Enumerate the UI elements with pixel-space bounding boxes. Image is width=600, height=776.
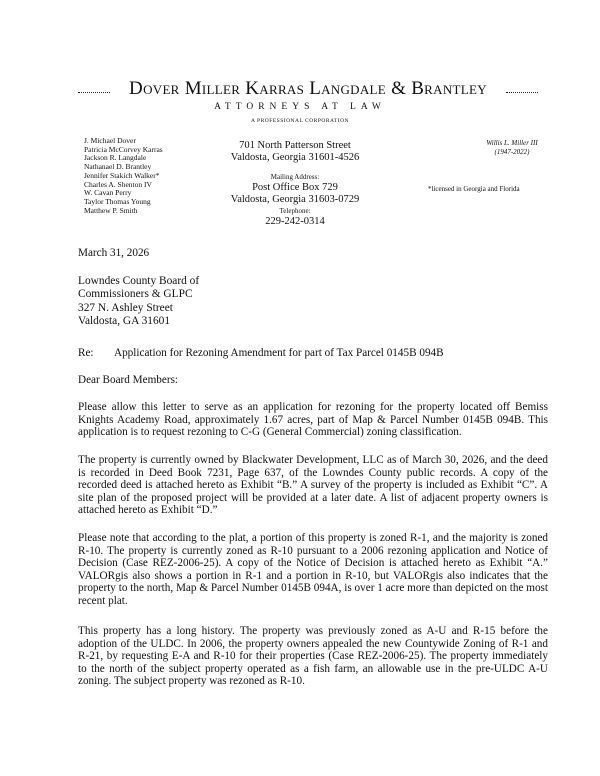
partner-name: J. Michael Dover bbox=[84, 136, 136, 145]
firm-name: Dover Miller Karras Langdale & Brantley bbox=[129, 78, 487, 99]
partner-name: Jennifer Stakich Walker* bbox=[84, 170, 160, 180]
po-box: Post Office Box 729 bbox=[252, 182, 338, 193]
paragraph-1: Please allow this letter to serve as an application for rezoning for the property located off Bemiss Knights Academy Road, approximately 1.67 acres, part of Map & Parcel Number 0145B 094B. This application is to request rezoning to C-G (General Commercial) zoning classification. bbox=[78, 401, 548, 439]
re-text: Application for Rezoning Amendment for part of Tax Parcel 0145B 094B bbox=[114, 347, 444, 359]
firm-corporation: A PROFESSIONAL CORPORATION bbox=[250, 118, 350, 124]
partner-name: Patricia McCorvey Karras bbox=[84, 144, 163, 154]
partner-name: Taylor Thomas Young bbox=[84, 196, 151, 206]
re-label: Re: bbox=[78, 347, 94, 359]
license-note: *licensed in Georgia and Florida bbox=[428, 185, 520, 193]
salutation: Dear Board Members: bbox=[78, 374, 179, 386]
header-rule-right bbox=[506, 92, 538, 93]
street-city: Valdosta, Georgia 31601-4526 bbox=[230, 152, 360, 163]
subject-line bbox=[78, 347, 548, 360]
mailing-label: Mailing Address: bbox=[270, 173, 320, 181]
memorial-note bbox=[462, 139, 562, 157]
partner-name: Nathanael D. Brantley bbox=[84, 162, 152, 172]
header-rule-left bbox=[78, 92, 110, 93]
telephone-label: Telephone: bbox=[279, 207, 311, 215]
partner-name: Charles A. Shenton IV bbox=[84, 179, 152, 189]
partner-name: Jackson R. Langdale bbox=[84, 153, 147, 163]
recipient-line: 327 N. Ashley Street bbox=[78, 301, 173, 314]
telephone-number: 229-242-0314 bbox=[265, 216, 325, 227]
recipient-block bbox=[78, 275, 548, 329]
partner-name: Matthew P. Smith bbox=[84, 205, 138, 215]
partner-name: W. Cavan Perry bbox=[84, 188, 132, 198]
recipient-line: Valdosta, GA 31601 bbox=[78, 315, 171, 328]
memorial-name: Willis L. Miller III bbox=[486, 139, 538, 147]
po-city: Valdosta, Georgia 31603-0729 bbox=[230, 194, 360, 205]
recipient-line: Lowndes County Board of bbox=[78, 275, 200, 287]
letter-date: March 31, 2026 bbox=[78, 247, 150, 259]
street-address: 701 North Patterson Street bbox=[239, 140, 351, 151]
firm-header bbox=[78, 78, 538, 102]
recipient-line: Commissioners & GLPC bbox=[78, 288, 193, 301]
firm-address bbox=[215, 140, 375, 228]
partner-list bbox=[84, 137, 163, 215]
paragraph-2: The property is currently owned by Blackwater Development, LLC as of March 30, 2026, and the deed is recorded in Deed Book 7231, Page 637, of the Lowndes County public records. A copy of the recorded deed is attached hereto as Exhibit “B.” A survey of the property is included as Exhibit “C”. A site plan of the proposed project will be provided at a later date. A list of adjacent property owners is attached hereto as Exhibit “D.” bbox=[78, 454, 548, 517]
firm-subtitle: ATTORNEYS AT LAW bbox=[214, 102, 386, 112]
memorial-years: (1947-2022) bbox=[494, 148, 530, 156]
paragraph-4: This property has a long history. The property was previously zoned as A-U and R-15 before the adoption of the ULDC. In 2006, the property owners appealed the new Countywide Zoning of R-1 and R-21, by requesting E-A and R-10 for their properties (Case REZ-2006-25). The property immediately to the north of the subject property operated as a fish farm, an allowable use in the pre-ULDC A-U zoning. The subject property was rezoned as R-10. bbox=[78, 625, 548, 688]
paragraph-3: Please note that according to the plat, a portion of this property is zoned R-1, and the majority is zoned R-10. The property is currently zoned as R-10 pursuant to a 2006 rezoning application and Notice of Decision (Case REZ-2006-25). A copy of the Notice of Decision is attached hereto as Exhibit “A.” VALORgis also shows a portion in R-1 and a portion in R-10, but VALORgis also indicates that the property to the north, Map & Parcel Number 0145B 094A, is over 1 acre more than depicted on the most recent plat. bbox=[78, 532, 548, 607]
